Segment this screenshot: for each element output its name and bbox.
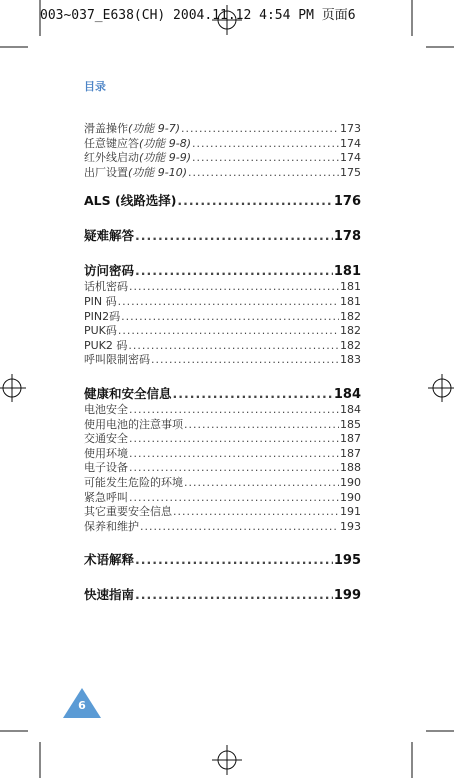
toc-entry[interactable] [84, 339, 361, 354]
toc-entry[interactable] [84, 491, 361, 506]
toc-entry[interactable] [84, 324, 361, 339]
toc-title: 访问密码 [84, 263, 135, 279]
toc-dot-leader [129, 403, 339, 418]
toc-entry[interactable] [84, 310, 361, 325]
toc-title [84, 122, 180, 137]
toc-entry[interactable] [84, 353, 361, 368]
toc-page: 195 [333, 553, 361, 569]
toc-title-text: 红外线启动 [84, 151, 139, 165]
toc-dot-leader [128, 339, 339, 354]
toc-title-text: 交通安全 [84, 432, 128, 446]
toc-dot-leader [135, 552, 333, 568]
toc-title [84, 339, 127, 354]
toc-entry[interactable] [84, 505, 361, 520]
toc-page: 183 [340, 353, 361, 367]
toc-group-health [84, 403, 361, 534]
toc-dot-leader [192, 151, 339, 166]
toc-title-text: 电子设备 [84, 461, 128, 475]
toc-page: 181 [333, 264, 361, 280]
toc-dot-leader [129, 491, 339, 506]
toc-entry-quick-guide[interactable] [84, 587, 361, 604]
toc-title [84, 418, 183, 433]
toc-entry[interactable] [84, 122, 361, 137]
toc-dot-leader [129, 447, 339, 462]
toc-title [84, 520, 139, 535]
toc-title [84, 310, 120, 325]
toc-group-features [84, 122, 361, 180]
toc-dot-leader [118, 295, 339, 310]
toc-title-text: 话机密码 [84, 280, 128, 294]
toc-title [84, 403, 128, 418]
toc-title [84, 280, 128, 295]
registration-mark-left [0, 374, 26, 402]
page-number: 6 [78, 699, 86, 712]
toc-dot-leader [151, 353, 339, 368]
toc-page: 187 [340, 432, 361, 446]
toc-page: 184 [333, 386, 361, 402]
toc-dot-leader [184, 418, 339, 433]
toc-dot-leader [173, 386, 333, 402]
toc-title-text: 保养和维护 [84, 519, 139, 533]
toc-title: 疑难解答 [84, 228, 135, 244]
toc-page: 187 [340, 446, 361, 460]
toc-page: 181 [340, 294, 361, 308]
toc-title-text: PIN 码 [84, 294, 117, 308]
toc-title-text: 紧急呼叫 [84, 490, 128, 504]
table-of-contents [84, 122, 361, 604]
toc-title-text: 其它重要安全信息 [84, 505, 172, 519]
registration-mark-bottom [212, 745, 242, 775]
toc-title: ALS (线路选择) [84, 193, 177, 209]
toc-page: 182 [340, 324, 361, 338]
toc-dot-leader [129, 432, 339, 447]
toc-page: 175 [340, 165, 361, 179]
toc-function-ref: (功能 9-10) [128, 165, 188, 179]
toc-entry[interactable] [84, 137, 361, 152]
section-label: 目录 [84, 80, 106, 93]
toc-title [84, 505, 172, 520]
toc-page: 185 [340, 417, 361, 431]
toc-dot-leader [184, 476, 339, 491]
toc-entry[interactable] [84, 520, 361, 535]
toc-entry[interactable] [84, 418, 361, 433]
toc-page: 190 [340, 475, 361, 489]
toc-title-text: 可能发生危险的环境 [84, 475, 183, 489]
toc-page: 181 [340, 280, 361, 294]
toc-title [84, 353, 150, 368]
toc-title [84, 324, 117, 339]
toc-title [84, 151, 191, 166]
toc-dot-leader [173, 505, 339, 520]
toc-entry-als[interactable] [84, 193, 361, 210]
toc-title: 快速指南 [84, 587, 135, 603]
registration-mark-top [212, 5, 242, 35]
toc-title-text: 电池安全 [84, 402, 128, 416]
toc-title [84, 476, 183, 491]
toc-dot-leader [140, 520, 339, 535]
toc-title: 健康和安全信息 [84, 385, 172, 401]
toc-page: 191 [340, 505, 361, 519]
toc-title-text: PUK码 [84, 324, 117, 338]
toc-entry-glossary[interactable] [84, 552, 361, 569]
toc-entry[interactable] [84, 447, 361, 462]
toc-dot-leader [177, 193, 332, 209]
toc-entry[interactable] [84, 280, 361, 295]
toc-page: 174 [340, 151, 361, 165]
toc-page: 184 [340, 402, 361, 416]
toc-function-ref: (功能 9-8) [139, 136, 192, 150]
toc-entry[interactable] [84, 295, 361, 310]
toc-entry-faq[interactable] [84, 228, 361, 245]
toc-page: 188 [340, 461, 361, 475]
toc-title: 术语解释 [84, 552, 135, 568]
toc-title-text: 任意键应答 [84, 136, 139, 150]
toc-page: 182 [340, 309, 361, 323]
toc-title [84, 295, 117, 310]
toc-entry[interactable] [84, 151, 361, 166]
toc-title-text: 呼叫限制密码 [84, 353, 150, 367]
toc-function-ref: (功能 9-9) [139, 151, 192, 165]
print-header: 003~037_E638(CH) 2004.11.12 4:54 PM 页面6 [40, 8, 356, 23]
toc-dot-leader [181, 122, 339, 137]
toc-page: 199 [333, 588, 361, 604]
toc-title [84, 447, 128, 462]
toc-title-text: 滑盖操作 [84, 122, 128, 135]
toc-dot-leader [192, 137, 339, 152]
toc-title [84, 491, 128, 506]
toc-dot-leader [121, 310, 339, 325]
toc-entry-codes[interactable] [84, 263, 361, 280]
toc-title [84, 432, 128, 447]
toc-title-text: 出厂设置 [84, 165, 128, 179]
toc-dot-leader [135, 228, 333, 244]
toc-dot-leader [118, 324, 339, 339]
toc-dot-leader [188, 166, 339, 181]
toc-function-ref: (功能 9-7) [128, 122, 181, 135]
toc-group-codes [84, 280, 361, 368]
toc-dot-leader [129, 461, 339, 476]
toc-page: 174 [340, 136, 361, 150]
toc-entry-health[interactable] [84, 386, 361, 403]
toc-page: 190 [340, 490, 361, 504]
toc-dot-leader [129, 280, 339, 295]
toc-title [84, 137, 191, 152]
toc-entry[interactable] [84, 476, 361, 491]
toc-entry[interactable] [84, 166, 361, 181]
toc-page: 182 [340, 338, 361, 352]
toc-title [84, 461, 128, 476]
toc-dot-leader [135, 587, 333, 603]
toc-page: 173 [340, 122, 361, 135]
registration-mark-right [428, 374, 454, 402]
toc-page: 178 [333, 229, 361, 245]
toc-title-text: PIN2码 [84, 309, 121, 323]
toc-title-text: 使用电池的注意事项 [84, 417, 183, 431]
toc-title-text: PUK2 码 [84, 338, 128, 352]
toc-entry[interactable] [84, 461, 361, 476]
toc-title-text: 使用环境 [84, 446, 128, 460]
toc-dot-leader [135, 263, 333, 279]
toc-entry[interactable] [84, 403, 361, 418]
toc-page: 176 [333, 194, 361, 210]
toc-page: 193 [340, 519, 361, 533]
toc-entry[interactable] [84, 432, 361, 447]
toc-title [84, 166, 187, 181]
